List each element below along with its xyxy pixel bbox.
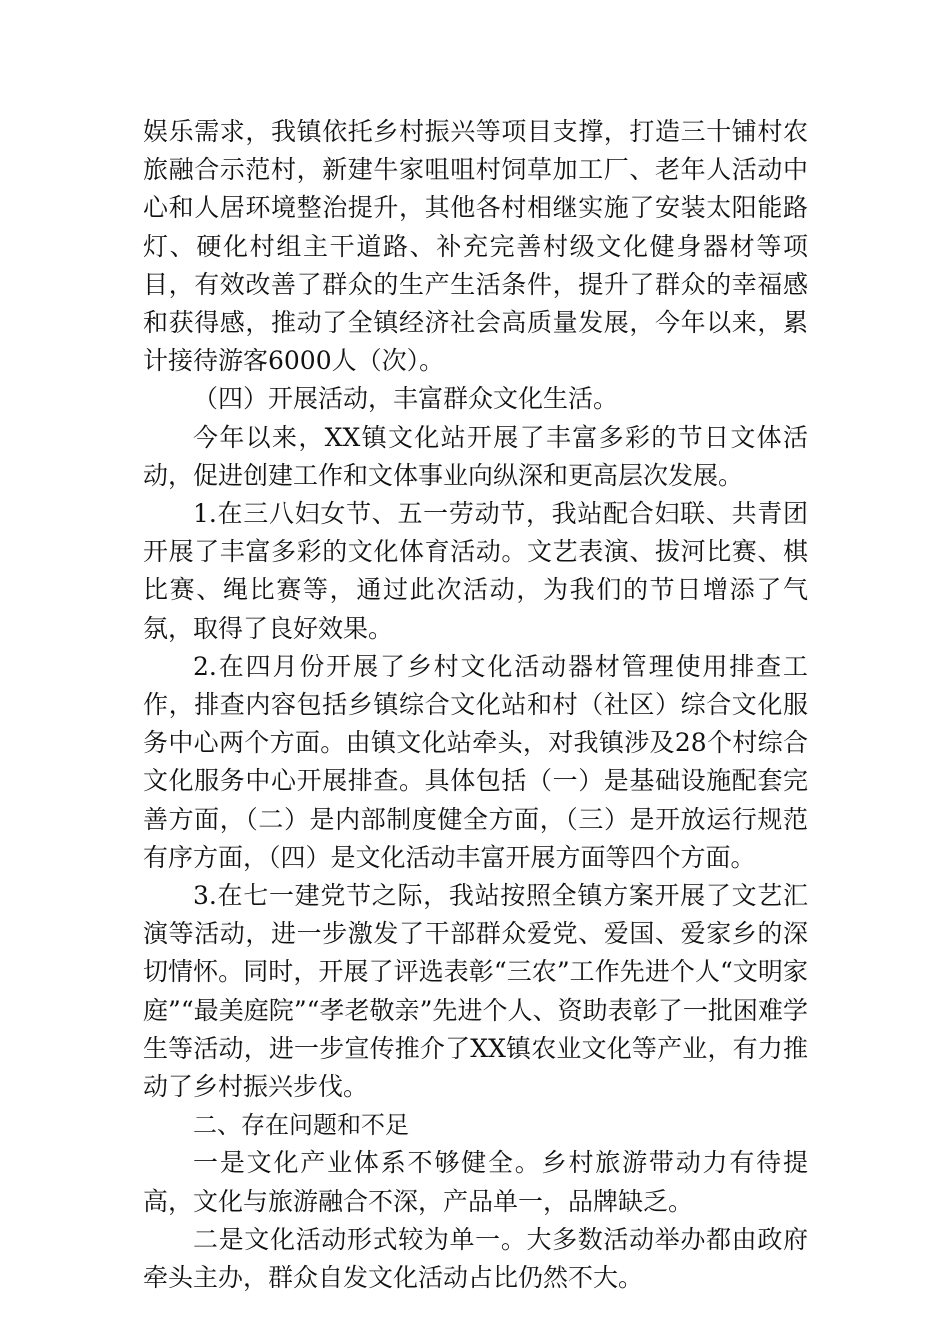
document-body xyxy=(143,113,808,1297)
section-heading-activities: （四）开展活动，丰富群众文化生活。 xyxy=(193,384,619,414)
list-item-3: 3.在七一建党节之际，我站按照全镇方案开展了文艺汇演等活动，进一步激发了干部群众爱党、爱国、爱家乡的深切情怀。同时，开展了评选表彰“三农”工作先进个人“文明家庭”“最美庭院”“孝老敬亲”先进个人、资助表彰了一批困难学生等活动，进一步宣传推介了XX镇农业文化等产业，有力推动了乡村振兴步伐。 xyxy=(143,881,808,1102)
paragraph-tourism-summary: 娱乐需求，我镇依托乡村振兴等项目支撑，打造三十铺村农旅融合示范村，新建牛家咀咀村饲草加工厂、老年人活动中心和人居环境整治提升，其他各村相继实施了安装太阳能路灯、硬化村组主干道路、补充完善村级文化健身器材等项目，有效改善了群众的生产生活条件，提升了群众的幸福感和获得感，推动了全镇经济社会高质量发展，今年以来，累计接待游客6000人（次）。 xyxy=(143,117,808,376)
list-item-2: 2.在四月份开展了乡村文化活动器材管理使用排查工作，排查内容包括乡镇综合文化站和村（社区）综合文化服务中心两个方面。由镇文化站牵头，对我镇涉及28个村综合文化服务中心开展排查。具体包括（一）是基础设施配套完善方面，（二）是内部制度健全方面，（三）是开放运行规范有序方面，（四）是文化活动丰富开展方面等四个方面。 xyxy=(143,651,808,872)
paragraph-problem-1: 一是文化产业体系不够健全。乡村旅游带动力有待提高，文化与旅游融合不深，产品单一，品牌缺乏。 xyxy=(143,1148,808,1216)
paragraph-problem-2: 二是文化活动形式较为单一。大多数活动举办都由政府牵头主办，群众自发文化活动占比仍然不大。 xyxy=(143,1224,808,1293)
section-heading-problems: 二、存在问题和不足 xyxy=(193,1111,409,1140)
list-item-1: 1.在三八妇女节、五一劳动节，我站配合妇联、共青团开展了丰富多彩的文化体育活动。文艺表演、拔河比赛、棋比赛、绳比赛等，通过此次活动，为我们的节日增添了气氛，取得了良好效果。 xyxy=(143,499,808,643)
paragraph-activities-intro: 今年以来，XX镇文化站开展了丰富多彩的节日文体活动，促进创建工作和文体事业向纵深和更高层次发展。 xyxy=(143,422,808,490)
